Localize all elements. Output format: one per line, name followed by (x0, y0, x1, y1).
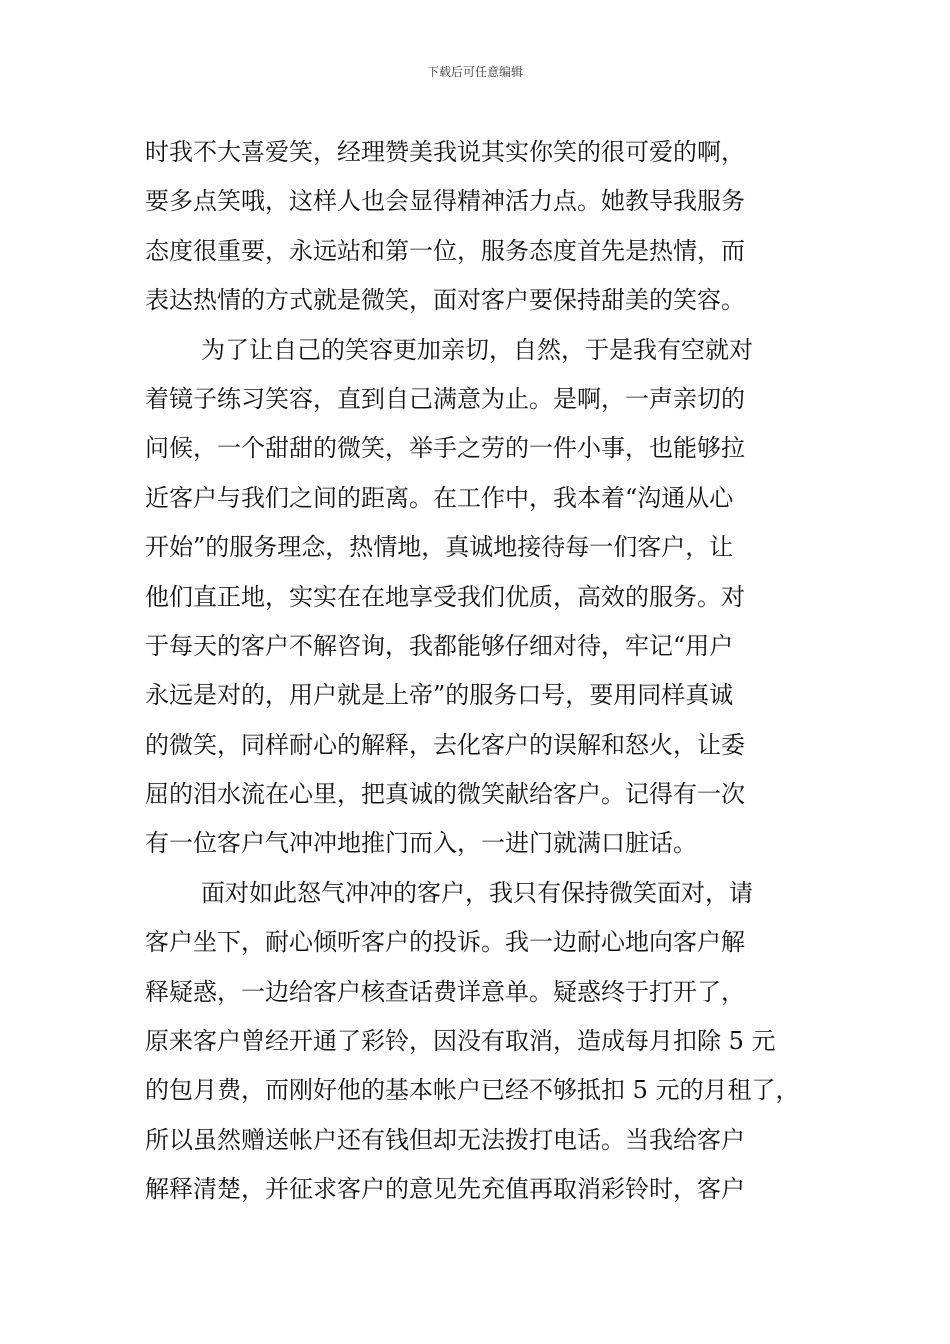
text-line: 近客户与我们之间的距离。在工作中，我本着“沟通从心 (145, 483, 734, 512)
text-line: 永远是对的，用户就是上帝”的服务口号，要用同样真诚 (145, 681, 734, 710)
text-line: 于每天的客户不解咨询，我都能够仔细对待，牢记“用户 (145, 631, 734, 660)
text-line: 时我不大喜爱笑，经理赞美我说其实你笑的很可爱的啊， (145, 138, 745, 166)
text-line: 的微笑，同样耐心的解释，去化客户的误解和怒火，让委 (145, 730, 745, 759)
text-line: 屈的泪水流在心里，把真诚的微笑献给客户。记得有一次 (145, 780, 745, 809)
text-line: 表达热情的方式就是微笑，面对客户要保持甜美的笑容。 (145, 286, 745, 315)
page-header: 下载后可任意编辑 (426, 65, 523, 79)
text-line: 所以虽然赠送帐户还有钱但却无法拨打电话。当我给客户 (145, 1125, 745, 1154)
text-line: 有一位客户气冲冲地推门而入，一进门就满口脏话。 (145, 829, 697, 858)
text-line: 态度很重要，永远站和第一位，服务态度首先是热情，而 (145, 236, 745, 265)
text-line: 要多点笑哦，这样人也会显得精神活力点。她教导我服务 (145, 187, 745, 216)
text-line: 他们直正地，实实在在地享受我们优质，高效的服务。对 (145, 582, 745, 611)
text-line: 的包月费，而刚好他的基本帐户已经不够抵扣 5 元的月租了， (145, 1076, 800, 1105)
text-line: 释疑惑，一边给客户核查话费详意单。疑惑终于打开了， (145, 977, 745, 1006)
text-line: 客户坐下，耐心倾听客户的投诉。我一边耐心地向客户解 (145, 928, 745, 957)
text-line: 原来客户曾经开通了彩铃，因没有取消，造成每月扣除 5 元 (145, 1027, 776, 1056)
text-line: 问候，一个甜甜的微笑，举手之劳的一件小事，也能够拉 (145, 434, 745, 463)
text-line: 开始”的服务理念，热情地，真诚地接待每一们客户，让 (145, 533, 734, 562)
text-line: 解释清楚，并征求客户的意见先充值再取消彩铃时，客户 (145, 1175, 745, 1204)
text-line: 着镜子练习笑容，直到自己满意为止。是啊，一声亲切的 (145, 384, 745, 413)
body-text (145, 128, 825, 1215)
paragraph-start-line: 为了让自己的笑容更加亲切，自然，于是我有空就对 (201, 335, 753, 364)
paragraph-start-line: 面对如此怒气冲冲的客户，我只有保持微笑面对，请 (201, 878, 753, 907)
